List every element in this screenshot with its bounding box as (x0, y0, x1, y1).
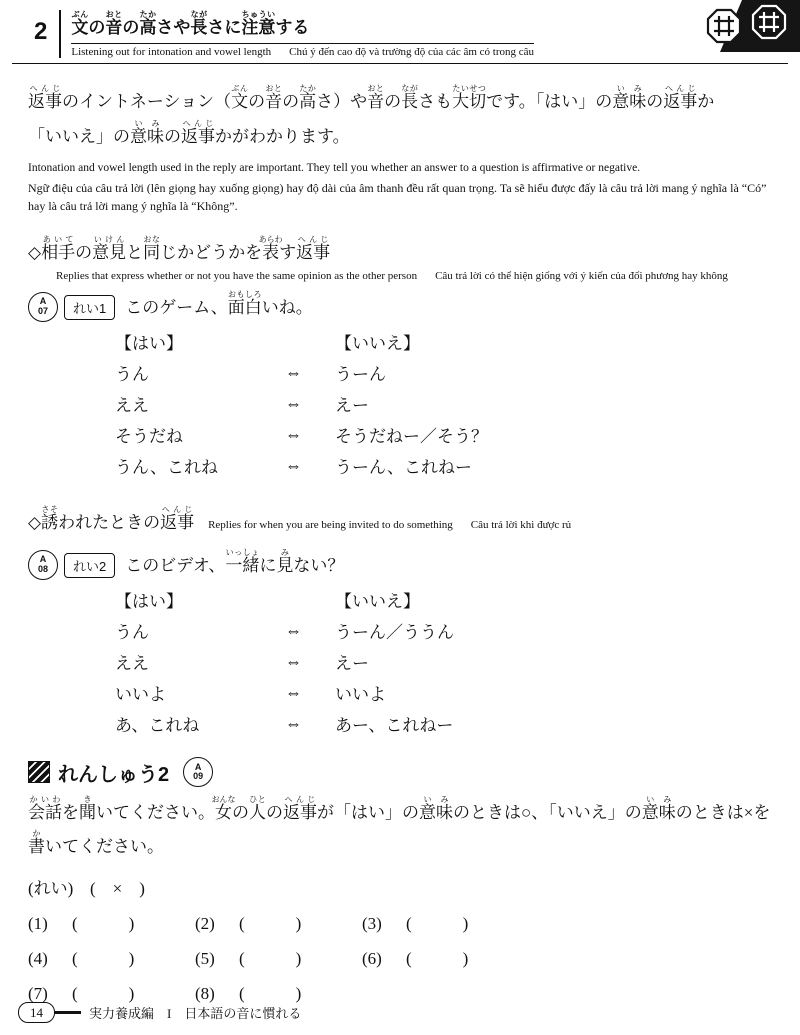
reply-table-1 (115, 326, 772, 481)
equiv-arrow-icon: ⇔ (285, 682, 302, 702)
example-2-label: れい2 (64, 553, 115, 578)
section-same-opinion (28, 235, 772, 481)
audio-letter: A (39, 296, 47, 307)
answer-slot (195, 944, 362, 969)
equiv-arrow-icon: ⇔ (285, 362, 302, 382)
reply-no: うーん (335, 365, 386, 385)
answer-slot (362, 909, 529, 934)
equiv-arrow-icon: ⇔ (285, 455, 302, 475)
reply-no: あー、これねー (335, 716, 454, 736)
answer-example-label: (れい) (28, 879, 74, 899)
audio-number: 08 (37, 564, 48, 575)
audio-number: 09 (193, 771, 204, 782)
table2-header-no: 【いいえ】 (335, 592, 420, 612)
audio-number: 07 (37, 306, 48, 317)
equiv-arrow-icon: ⇔ (285, 651, 302, 671)
section1-sub-vi: Câu trả lời có thể hiện giống với ý kiến của đối phương hay không (435, 269, 728, 282)
audio-track-icon (183, 757, 213, 787)
answer-number: (7) (28, 984, 48, 1004)
answer-number: (5) (195, 949, 215, 969)
section2-heading-row (28, 505, 772, 540)
answer-blank: ( ) (72, 984, 135, 1004)
answer-blank: ( ) (239, 984, 302, 1004)
practice-instruction: 会話かいわを聞きいてください。女おんなの人ひとの返事へんじが「はい」の意味いみのときは○、「いいえ」の意味いみのときは×を書かいてください。 (28, 795, 771, 857)
intro-jp-line2: 「いいえ」の意味いみの返事へんじかがわかります。 (28, 119, 350, 147)
example-2-sentence: このビデオ、一緒いっしょに見みない？ (125, 548, 345, 576)
practice-header (28, 757, 772, 787)
answer-slot (195, 979, 362, 1004)
subtitle-en: Listening out for intonation and vowel length (71, 46, 272, 59)
answer-row-2 (28, 944, 772, 969)
answer-number: (4) (28, 949, 48, 969)
reply-yes: うん (115, 623, 149, 643)
reply-no: うーん／ううん (335, 623, 454, 643)
practice-title: れんしゅう2 (58, 763, 170, 786)
intro-vi: Ngữ điệu của câu trả lời (lên giọng hay xuống giọng) hay độ dài của âm thanh đều rất quan trọng. Ta sẽ hiểu được đấy là câu trả lời mang ý nghĩa là “Có” hay là câu trả lời mang ý nghĩa là “Không”. (28, 181, 767, 213)
footer-rule (55, 1011, 81, 1014)
reply-no: そうだねー／そう？ (335, 427, 488, 447)
reply-yes: あ、これね (115, 716, 200, 736)
section1-heading: ◇相手あいての意見いけんと同おなじかどうかを表あらわす返事へんじ (28, 234, 331, 262)
page-footer (18, 1002, 301, 1023)
header (12, 8, 788, 64)
pencil-stripes-icon (28, 761, 50, 783)
intro-jp-line1: 返事へんじのイントネーション（文ぶんの音おとの高たかさ）や音おとの長ながさも大切たいせつです。「はい」の意味いみの返事へんじか (28, 84, 715, 112)
reply-yes: ええ (115, 654, 149, 674)
answer-slot (28, 979, 195, 1004)
title-box (59, 10, 534, 58)
equiv-arrow-icon: ⇔ (285, 393, 302, 413)
section2-subheading (208, 519, 571, 531)
answer-number: (3) (362, 914, 382, 934)
answer-slot (28, 909, 195, 934)
reply-no: えー (335, 396, 369, 416)
section1-subheading (56, 270, 772, 282)
unit-number: 2 (34, 18, 48, 45)
table1-header-spacer (285, 326, 335, 357)
audio-letter: A (194, 761, 202, 772)
reply-no: いいよ (335, 685, 386, 705)
footer-text: 実力養成編 I 日本語の音に慣れる (89, 1006, 302, 1021)
reply-yes: うん、これね (115, 458, 219, 478)
table2-header-yes: 【はい】 (115, 592, 183, 612)
subtitle-vi: Chú ý đến cao độ và trường độ của các âm có trong câu (289, 46, 535, 59)
answer-number: (8) (195, 984, 215, 1004)
reply-yes: いいよ (115, 685, 166, 705)
table1-header-yes: 【はい】 (115, 334, 183, 354)
reply-no: うーん、これねー (335, 458, 473, 478)
page-subtitle (71, 43, 534, 58)
answer-number: (2) (195, 914, 215, 934)
equiv-arrow-icon: ⇔ (285, 620, 302, 640)
audio-track-icon (28, 292, 58, 322)
answer-blank: ( ) (406, 914, 469, 934)
audio-letter: A (39, 554, 47, 565)
table1-header-no: 【いいえ】 (335, 334, 420, 354)
reply-table-2 (115, 584, 772, 739)
answer-row-3 (28, 979, 772, 1004)
section2-sub-vi: Câu trả lời khi được rủ (470, 519, 572, 532)
answer-number: (6) (362, 949, 382, 969)
knot-ornament-icon (694, 0, 800, 52)
section-invitation (28, 505, 772, 739)
answer-blank: ( ) (239, 949, 302, 969)
section2-heading: ◇誘さそわれたときの返事へんじ (28, 505, 195, 533)
answer-blank: ( ) (72, 949, 135, 969)
practice-section (28, 757, 772, 1004)
answer-number: (1) (28, 914, 48, 934)
page-number: 14 (18, 1002, 55, 1023)
answer-blank: ( ) (406, 949, 469, 969)
section2-sub-en: Replies for when you are being invited to do something (208, 519, 453, 532)
answer-slot (28, 944, 195, 969)
reply-no: えー (335, 654, 369, 674)
table2-header-spacer (285, 584, 335, 615)
reply-yes: ええ (115, 396, 149, 416)
answer-row-1 (28, 909, 772, 934)
answer-blank: ( ) (72, 914, 135, 934)
intro-en: Intonation and vowel length used in the reply are important. They tell you whether an answer to a question is affirmative or negative. (28, 162, 641, 175)
equiv-arrow-icon: ⇔ (285, 713, 302, 733)
intro (28, 84, 772, 214)
answer-slot (195, 909, 362, 934)
audio-track-icon (28, 550, 58, 580)
reply-yes: そうだね (115, 427, 183, 447)
reply-yes: うん (115, 365, 149, 385)
example-2-row (28, 548, 772, 582)
answer-example-row (28, 874, 772, 899)
equiv-arrow-icon: ⇔ (285, 424, 302, 444)
page-title: 文ぶんの音おとの高たかさや長ながさに注意ちゅういする (71, 10, 310, 37)
example-1-sentence: このゲーム、面白おもしろいね。 (125, 289, 313, 317)
section1-sub-en: Replies that express whether or not you have the same opinion as the other person (56, 269, 418, 282)
answer-blank: ( ) (239, 914, 302, 934)
answer-example-value: ( × ) (90, 879, 145, 899)
example-1-row (28, 290, 772, 324)
example-1-label: れい1 (64, 295, 115, 320)
answer-slot (362, 944, 529, 969)
